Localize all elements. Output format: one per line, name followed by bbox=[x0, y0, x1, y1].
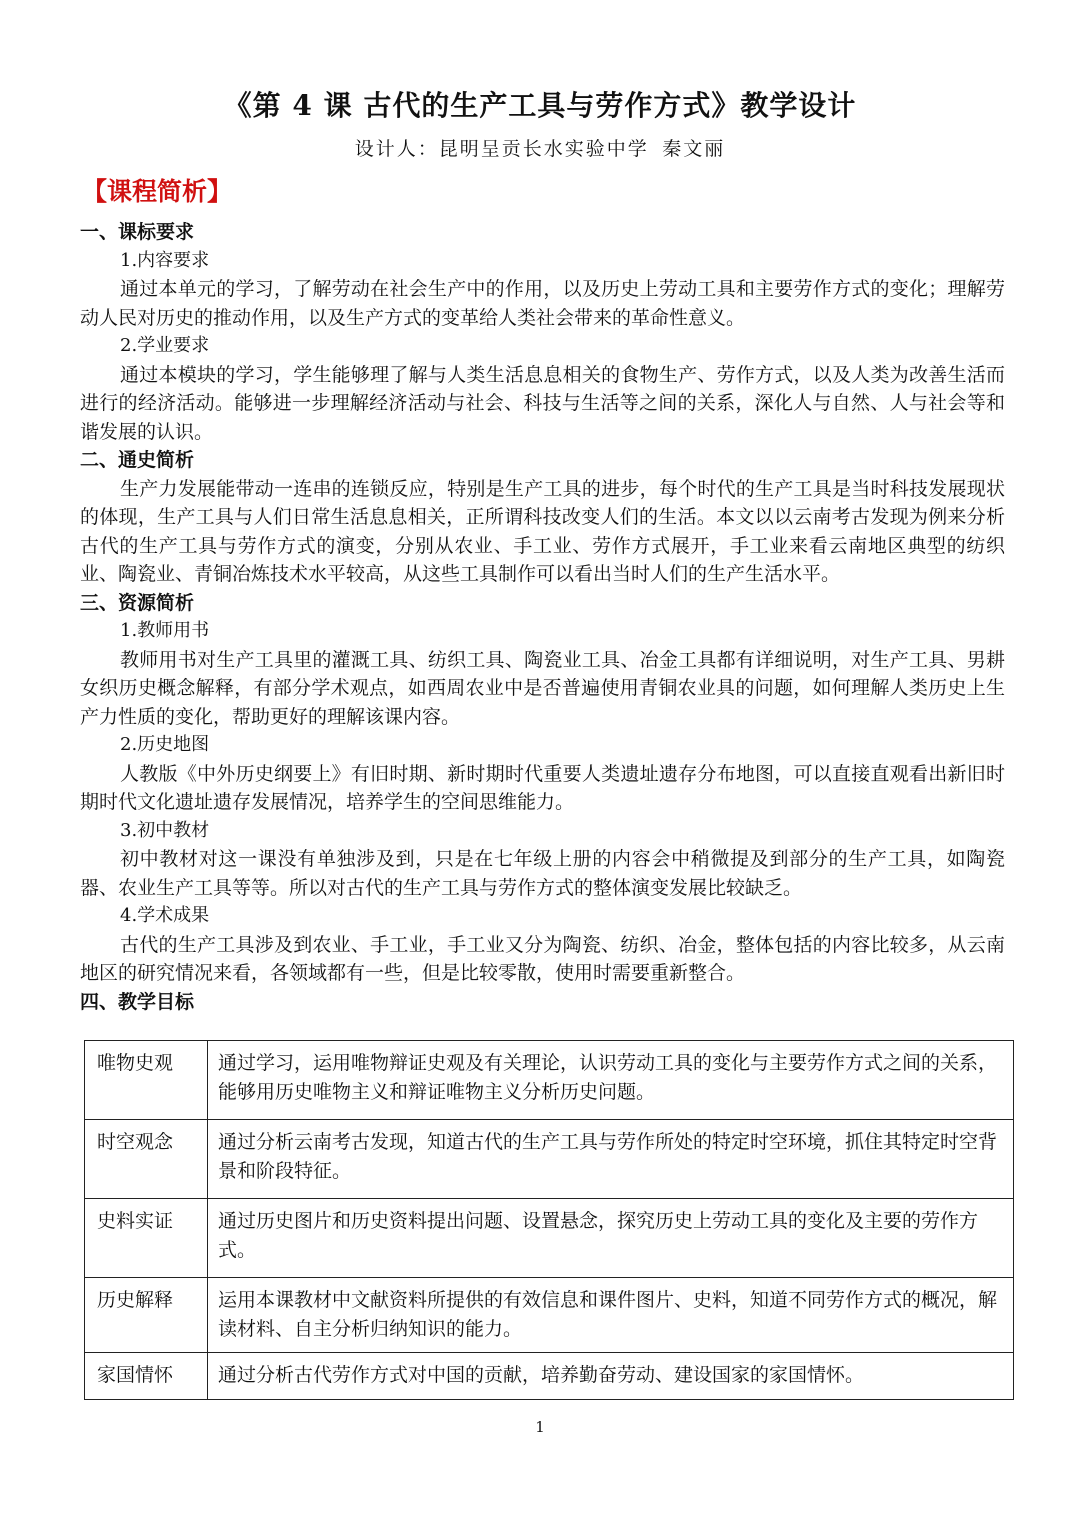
objective-text: 通过历史图片和历史资料提出问题、设置悬念，探究历史上劳动工具的变化及主要的劳作方式。 bbox=[208, 1199, 1014, 1278]
paragraph-history-overview: 生产力发展能带动一连串的连锁反应，特别是生产工具的进步，每个时代的生产工具是当时科技发展现状的体现，生产工具与人们日常生活息息相关，正所谓科技改变人们的生活。本文以以云南考古发现为例来分析古代的生产工具与劳作方式的演变，分别从农业、手工业、劳作方式展开，手工业来看云南地区典型的纺织业、陶瓷业、青铜冶炼技术水平较高，从这些工具制作可以看出当时人们的生产生活水平。 bbox=[80, 477, 1005, 585]
page-number: 1 bbox=[535, 1418, 545, 1436]
heading-curriculum-requirements: 一、课标要求 bbox=[80, 221, 195, 243]
document-title: 《第 4 课 古代的生产工具与劳作方式》教学设计 bbox=[223, 89, 857, 122]
paragraph-academic-requirements: 通过本模块的学习，学生能够理了解与人类生活息息相关的食物生产、劳作方式，以及人类为改善生活而进行的经济活动。能够进一步理解经济活动与社会、科技与生活等之间的关系，深化人与自然、人与社会等和谐发展的认识。 bbox=[80, 363, 1005, 443]
objective-text: 通过分析云南考古发现，知道古代的生产工具与劳作所处的特定时空环境，抓住其特定时空背景和阶段特征。 bbox=[208, 1120, 1014, 1199]
body-content bbox=[80, 218, 1005, 1016]
table-row bbox=[85, 1278, 1014, 1353]
author-line: 设计人：昆明呈贡长水实验中学 秦文丽 bbox=[354, 138, 726, 160]
subheading-content-requirements: 1.内容要求 bbox=[120, 249, 210, 271]
objective-label: 家国情怀 bbox=[85, 1353, 208, 1400]
objective-text: 通过分析古代劳作方式对中国的贡献，培养勤奋劳动、建设国家的家国情怀。 bbox=[208, 1353, 1014, 1400]
paragraph-academic-results: 古代的生产工具涉及到农业、手工业，手工业又分为陶瓷、纺织、冶金，整体包括的内容比较多，从云南地区的研究情况来看，各领域都有一些，但是比较零散，使用时需要重新整合。 bbox=[80, 933, 1005, 984]
objective-text: 通过学习，运用唯物辩证史观及有关理论，认识劳动工具的变化与主要劳作方式之间的关系，能够用历史唯物主义和辩证唯物主义分析历史问题。 bbox=[208, 1041, 1014, 1120]
objective-label: 历史解释 bbox=[85, 1278, 208, 1353]
heading-history-overview: 二、通史简析 bbox=[80, 449, 195, 471]
heading-resource-analysis: 三、资源简析 bbox=[80, 591, 195, 614]
subheading-teacher-book: 1.教师用书 bbox=[120, 620, 210, 641]
subheading-academic-requirements: 2.学业要求 bbox=[120, 335, 210, 356]
table-row bbox=[85, 1199, 1014, 1278]
subheading-historical-map: 2.历史地图 bbox=[120, 734, 210, 755]
table-row bbox=[85, 1041, 1014, 1120]
subheading-academic-results: 4.学术成果 bbox=[120, 905, 210, 926]
paragraph-teacher-book: 教师用书对生产工具里的灌溉工具、纺织工具、陶瓷业工具、冶金工具都有详细说明，对生产工具、男耕女织历史概念解释，有部分学术观点，如西周农业中是否普遍使用青铜农业具的问题，如何理解人类历史上生产力性质的变化，帮助更好的理解该课内容。 bbox=[80, 648, 1005, 728]
subheading-junior-textbook: 3.初中教材 bbox=[120, 819, 210, 841]
table-row bbox=[85, 1353, 1014, 1400]
section-heading-course-analysis: 【课程简析】 bbox=[82, 177, 233, 206]
objectives-table bbox=[84, 1040, 1014, 1400]
heading-teaching-objectives: 四、教学目标 bbox=[80, 990, 195, 1013]
paragraph-historical-map: 人教版《中外历史纲要上》有旧时期、新时期时代重要人类遗址遗存分布地图，可以直接直观看出新旧时期时代文化遗址遗存发展情况，培养学生的空间思维能力。 bbox=[80, 762, 1005, 813]
paragraph-junior-textbook: 初中教材对这一课没有单独涉及到，只是在七年级上册的内容会中稍微提及到部分的生产工具，如陶瓷器、农业生产工具等等。所以对古代的生产工具与劳作方式的整体演变发展比较缺乏。 bbox=[80, 848, 1005, 899]
objective-label: 唯物史观 bbox=[85, 1041, 208, 1120]
paragraph-content-requirements: 通过本单元的学习，了解劳动在社会生产中的作用，以及历史上劳动工具和主要劳作方式的变化；理解劳动人民对历史的推动作用，以及生产方式的变革给人类社会带来的革命性意义。 bbox=[80, 278, 1005, 329]
objective-text: 运用本课教材中文献资料所提供的有效信息和课件图片、史料，知道不同劳作方式的概况，解读材料、自主分析归纳知识的能力。 bbox=[208, 1278, 1014, 1353]
table-row bbox=[85, 1120, 1014, 1199]
objective-label: 时空观念 bbox=[85, 1120, 208, 1199]
objective-label: 史料实证 bbox=[85, 1199, 208, 1278]
